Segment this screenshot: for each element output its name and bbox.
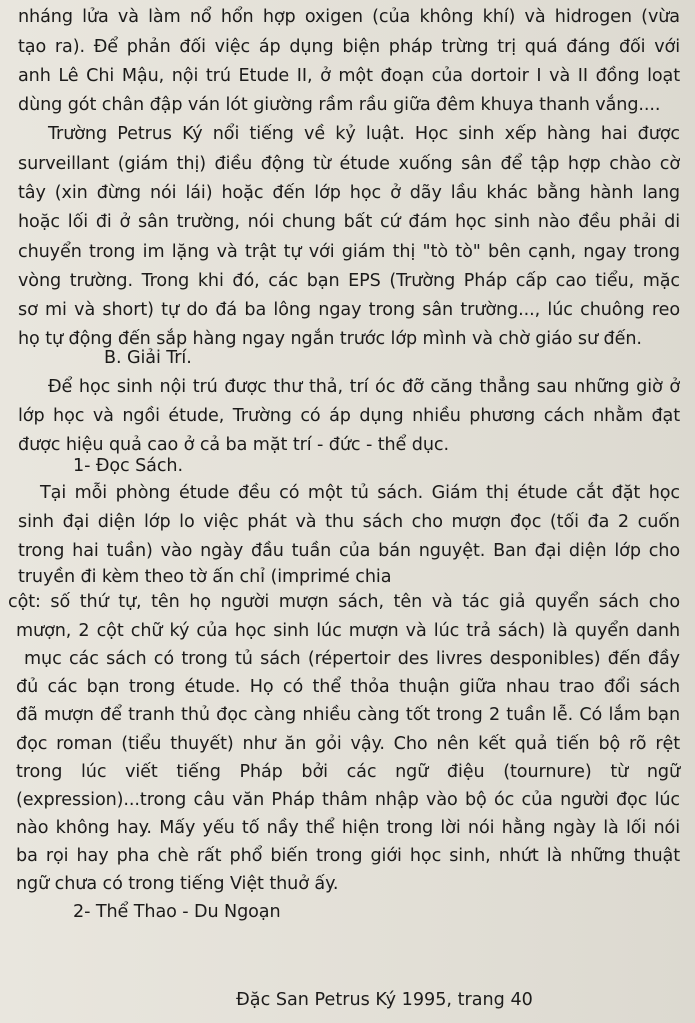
- text-line: cột: số thứ tự, tên họ người mượn sách, tên và tác giả quyển sách cho: [8, 592, 680, 612]
- subsection-heading: 2- Thể Thao - Du Ngoạn: [73, 902, 281, 922]
- text-line: sinh đại diện lớp lo việc phát và thu sách cho mượn đọc (tối đa 2 cuốn: [18, 512, 680, 532]
- text-line: đủ các bạn trong étude. Họ có thể thỏa thuận giữa nhau trao đổi sách: [16, 677, 680, 697]
- footer-text: Đặc San Petrus Ký 1995, trang 40: [236, 990, 533, 1010]
- text-line: truyền đi kèm theo tờ ấn chỉ (imprimé chia: [18, 567, 392, 587]
- text-line: hoặc lối đi ở sân trường, nói chung bất cứ đám học sinh nào đều phải di: [18, 212, 680, 232]
- page-footer: [0, 986, 695, 1014]
- text-line: ba rọi hay pha chè rất phổ biến trong giới học sinh, nhứt là những thuật: [16, 846, 680, 866]
- text-line: trong lúc viết tiếng Pháp bởi các ngữ điệu (tournure) từ ngữ: [16, 762, 680, 782]
- subsection-heading: 1- Đọc Sách.: [73, 456, 183, 476]
- text-line: mục các sách có trong tủ sách (répertoir des livres desponibles) đến đầy: [24, 649, 680, 669]
- text-line: surveillant (giám thị) điều động từ étude xuống sân để tập hợp chào cờ: [18, 154, 680, 174]
- text-line: dùng gót chân đập ván lót giường rầm rầu giữa đêm khuya thanh vắng....: [18, 95, 661, 115]
- text-line: lớp học và ngồi étude, Trường có áp dụng nhiều phương cách nhằm đạt: [18, 406, 680, 426]
- text-line: chuyển trong im lặng và trật tự với giám thị "tò tò" bên cạnh, ngay trong: [18, 242, 680, 262]
- text-line: (expression)...trong câu văn Pháp thâm nhập vào bộ óc của người đọc lúc: [16, 790, 680, 810]
- text-line: tây (xin đừng nói lái) hoặc đến lớp học ở dãy lầu khác bằng hành lang: [18, 183, 680, 203]
- text-line: anh Lê Chi Mậu, nội trú Etude II, ở một đoạn của dortoir I và II đồng loạt: [18, 66, 680, 86]
- text-line: trong hai tuần) vào ngày đầu tuần của bán nguyệt. Ban đại diện lớp cho: [18, 541, 680, 561]
- paragraph-first-line: Để học sinh nội trú được thư thả, trí óc đỡ căng thẳng sau những giờ ở: [48, 377, 680, 397]
- section-heading: B. Giải Trí.: [104, 348, 192, 368]
- text-line: họ tự động đến sắp hàng ngay ngắn trước lớp mình và chờ giáo sư đến.: [18, 329, 642, 349]
- text-line: ngữ chưa có trong tiếng Việt thuở ấy.: [16, 874, 339, 894]
- paragraph-first-line: Trường Petrus Ký nổi tiếng về kỷ luật. Học sinh xếp hàng hai được: [48, 124, 680, 144]
- text-line: đọc roman (tiểu thuyết) như ăn gỏi vậy. Cho nên kết quả tiến bộ rõ rệt: [16, 734, 680, 754]
- text-line: đã mượn để tranh thủ đọc càng nhiều càng tốt trong 2 tuần lễ. Có lắm bạn: [16, 705, 680, 725]
- text-line: tạo ra). Để phản đối việc áp dụng biện pháp trừng trị quá đáng đối với: [18, 37, 680, 57]
- paragraph-first-line: Tại mỗi phòng étude đều có một tủ sách. Giám thị étude cắt đặt học: [40, 483, 680, 503]
- text-line: nào không hay. Mấy yếu tố nầy thể hiện trong lời nói hằng ngày là lối nói: [16, 818, 680, 838]
- text-line: mượn, 2 cột chữ ký của học sinh lúc mượn và lúc trả sách) là quyển danh: [16, 621, 680, 641]
- text-line: sơ mi và short) tự do đá ba lông ngay trong sân trường..., lúc chuông reo: [18, 300, 680, 320]
- text-line: vòng trường. Trong khi đó, các bạn EPS (Trường Pháp cấp cao tiểu, mặc: [18, 271, 680, 291]
- text-line: nháng lửa và làm nổ hổn hợp oxigen (của không khí) và hidrogen (vừa: [18, 7, 680, 27]
- text-line: được hiệu quả cao ở cả ba mặt trí - đức - thể dục.: [18, 435, 449, 455]
